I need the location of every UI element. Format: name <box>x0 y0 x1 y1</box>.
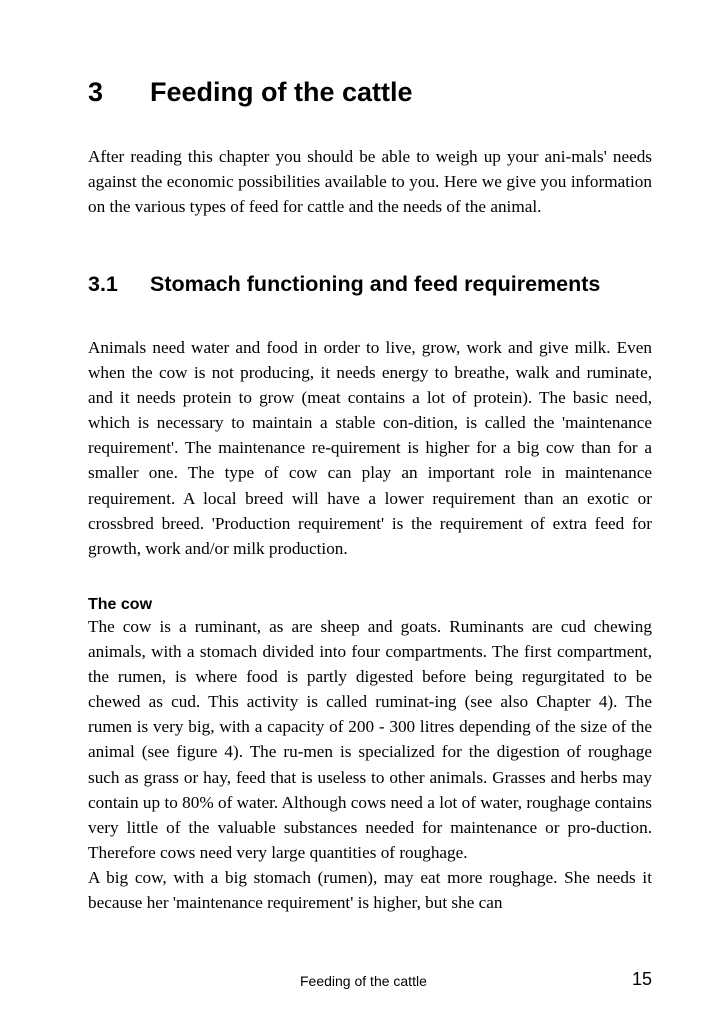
section-heading <box>88 270 648 299</box>
subsection-paragraph-2: A big cow, with a big stomach (rumen), may eat more roughage. She needs it because her 'maintenance requirement' is higher, but she can <box>88 867 652 913</box>
subsection-paragraph-1: The cow is a ruminant, as are sheep and goats. Ruminants are cud chewing animals, with a stomach divided into four compartments. The first compartment, the rumen, is where food is partly digested before being regurgitated to be chewed as cud. This activity is called ruminat-ing (see also Chapter 4). The rumen is very big, with a capacity of 200 - 300 litres depending of the size of the animal (see figure 4). The ru-men is specialized for the digestion of roughage such as grass or hay, feed that is useless to other animals. Grasses and herbs may contain up to 80% of water. Although cows need a lot of water, roughage contains very little of the valuable substances needed for maintenance or pro-duction. Therefore cows need very large quantities of roughage. <box>88 617 652 862</box>
section-number: 3.1 <box>88 272 118 296</box>
page-footer <box>0 968 728 992</box>
chapter-number: 3 <box>88 77 104 107</box>
section-title: Stomach functioning and feed requirements <box>150 272 601 296</box>
page-number: 15 <box>632 969 653 989</box>
intro-paragraph: After reading this chapter you should be able to weigh up your ani-mals' needs against the economic possibilities available to you. Here we give you information on the various types of feed for cattle and the needs of the animal. <box>88 147 652 217</box>
subsection-body <box>88 614 652 915</box>
running-title: Feeding of the cattle <box>300 973 427 989</box>
section-body-paragraph: Animals need water and food in order to live, grow, work and give milk. Even when the cow is not producing, it needs energy to breathe, walk and ruminate, and it needs protein to grow (meat contains a lot of protein). The basic need, which is necessary to maintain a stable con-dition, is called the 'maintenance requirement'. The maintenance re-quirement is higher for a big cow than for a smaller one. The type of cow can play an important role in maintenance requirement. A local breed will have a lower requirement than an exotic or crossbred breed. 'Production requirement' is the requirement of extra feed for growth, work and/or milk production. <box>88 338 652 558</box>
chapter-title: Feeding of the cattle <box>150 77 413 107</box>
chapter-heading <box>88 74 648 110</box>
subsection-heading: The cow <box>88 596 153 613</box>
